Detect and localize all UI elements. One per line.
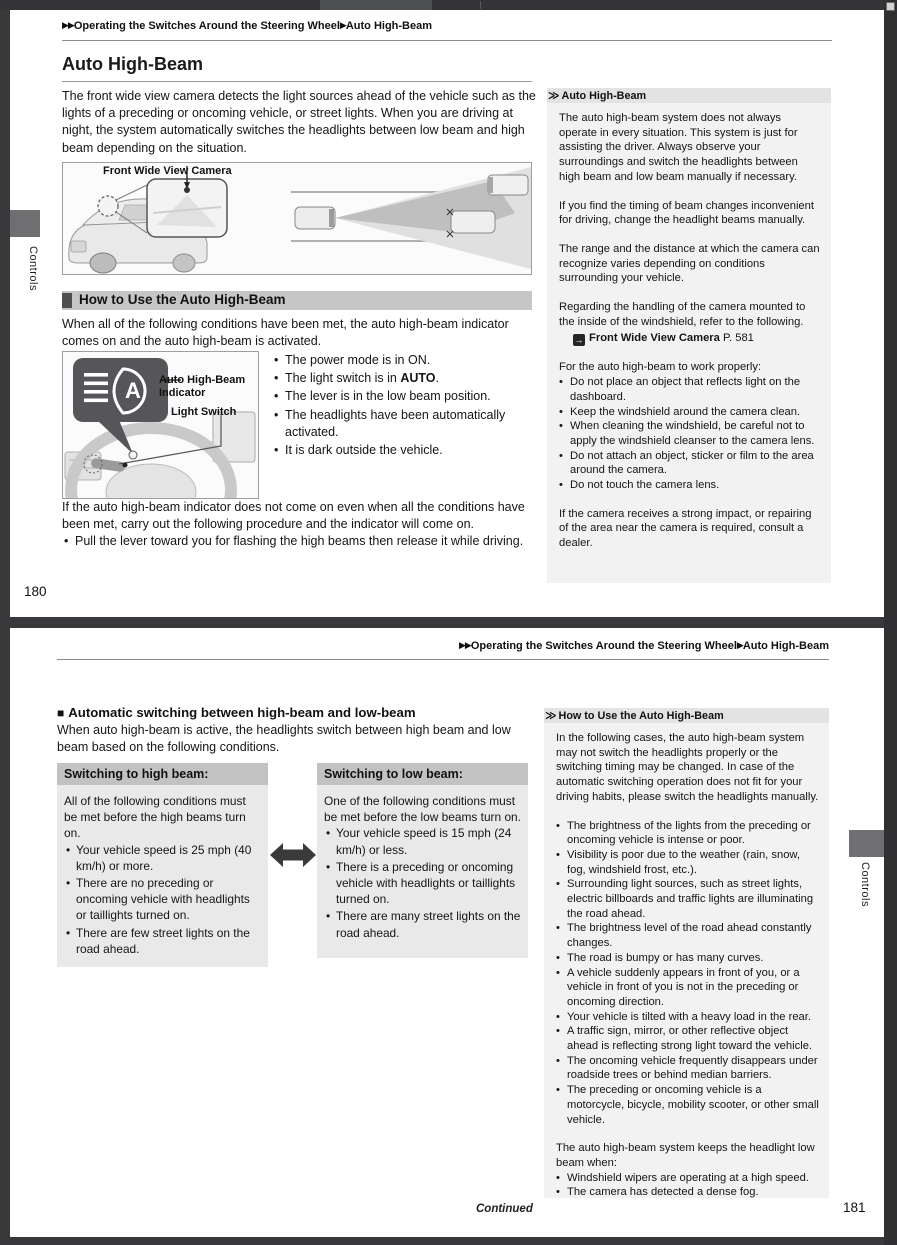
indicator-label: Auto High-Beam Indicator xyxy=(159,374,246,399)
toolbar-segment xyxy=(320,0,432,10)
viewer-toolbar xyxy=(0,0,884,10)
low-beam-box-intro: One of the following conditions must be met before the low beams turn on. xyxy=(324,794,521,825)
sidebar-bullet: • Surrounding light sources, such as street lights, electric billboards and traffic lights are illuminating the road ahead. xyxy=(556,877,820,921)
conditions-list xyxy=(272,352,544,460)
sidebar-bullet: • The road is bumpy or has many curves. xyxy=(556,951,820,966)
sidebar-header xyxy=(544,708,829,723)
sidebar-bullet: • Your vehicle is tilted with a heavy load in the rear. xyxy=(556,1010,820,1025)
sidebar-title: How to Use the Auto High-Beam xyxy=(558,709,724,722)
condition-item: • The headlights have been automatically activated. xyxy=(272,407,544,441)
breadcrumb[interactable] xyxy=(62,20,432,32)
breadcrumb-sep-icon: ▶ xyxy=(339,20,346,30)
sidebar-paragraph: The auto high-beam system does not always operate in every situation. This system is just for assisting the driver. Always observe your surroundings and switch the headlights between high beam and low beam manually if necessary. xyxy=(559,112,798,183)
page-181 xyxy=(10,628,884,1237)
sidebar-bullet: • When cleaning the windshield, be careful not to apply the windshield cleanser to the camera lens. xyxy=(559,419,822,448)
sidebar-paragraph: Regarding the handling of the camera mounted to the inside of the windshield, refer to the following. xyxy=(559,301,806,328)
double-chevron-icon: ≫ xyxy=(545,710,557,722)
sidebar-bullet: • The oncoming vehicle frequently disappears under roadside trees or behind median barriers. xyxy=(556,1054,820,1083)
reference-arrow-icon: → xyxy=(574,335,584,346)
sidebar-bullet: • Keep the windshield around the camera clean. xyxy=(559,405,822,420)
low-beam-box xyxy=(317,763,528,958)
sidebar-bullet: • The brightness level of the road ahead constantly changes. xyxy=(556,921,820,950)
breadcrumb-section[interactable]: Operating the Switches Around the Steering Wheel xyxy=(470,640,737,652)
breadcrumb-sep-icon: ▶ xyxy=(736,640,743,650)
condition-item: • It is dark outside the vehicle. xyxy=(272,442,544,459)
chapter-tab xyxy=(849,830,884,857)
page-title: Auto High-Beam xyxy=(62,54,532,82)
sidebar-bullet-list xyxy=(556,1171,820,1200)
section-title: How to Use the Auto High-Beam xyxy=(79,292,286,307)
breadcrumb-arrows-icon: ▶▶ xyxy=(62,20,74,30)
breadcrumb-topic[interactable]: Auto High-Beam xyxy=(345,20,433,32)
sidebar-paragraph: For the auto high-beam to work properly: xyxy=(559,361,762,374)
chapter-tab-label: Controls xyxy=(27,246,39,291)
condition-item: • The power mode is in ON. xyxy=(272,352,544,369)
low-beam-condition: • There is a preceding or oncoming vehicle with headlights or taillights turned on. xyxy=(324,859,522,908)
sidebar-bullet: • A traffic sign, mirror, or other reflective object ahead is reflecting strong light toward the vehicle. xyxy=(556,1024,820,1053)
header-rule xyxy=(62,40,832,41)
intro-paragraph: The front wide view camera detects the light sources ahead of the vehicle such as the lights of a preceding or oncoming vehicle, or street lights. When you are driving at night, the system automatically switches the headlights between low beam and high beam depending on the situation. xyxy=(62,89,536,155)
high-beam-box-title: Switching to high beam: xyxy=(57,763,268,785)
heading-square-icon: ■ xyxy=(57,706,65,720)
breadcrumb-topic[interactable]: Auto High-Beam xyxy=(742,640,829,652)
condition-item: • The light switch is in AUTO. xyxy=(272,370,544,387)
toolbar-divider xyxy=(480,1,481,9)
sidebar-bullet: • Visibility is poor due to the weather (rain, snow, fog, windshield frost, etc.). xyxy=(556,848,820,877)
high-beam-condition: • Your vehicle speed is 25 mph (40 km/h) or more. xyxy=(64,842,262,874)
sidebar-paragraph: In the following cases, the auto high-beam system may not switch the headlights properly or the switching timing may be changed. In case of the automatic switching operation does not fit for your driving habits, please switch the headlights manually. xyxy=(556,732,819,803)
high-beam-condition: • There are few street lights on the road ahead. xyxy=(64,925,262,957)
breadcrumb[interactable] xyxy=(459,640,829,652)
camera-detection-figure xyxy=(62,162,532,275)
high-beam-box-intro: All of the following conditions must be met before the high beams turn on. xyxy=(64,794,246,841)
page-number: 180 xyxy=(24,584,47,599)
continued-label: Continued xyxy=(476,1203,533,1215)
subsection-intro: When auto high-beam is active, the headlights switch between high beam and low beam based on the following conditions. xyxy=(57,723,511,755)
scroll-up-button[interactable] xyxy=(886,2,895,11)
note-item: • Pull the lever toward you for flashing the high beams then release it while driving. xyxy=(62,533,543,550)
low-beam-condition: • Your vehicle speed is 15 mph (24 km/h) or less. xyxy=(324,825,522,857)
reference-link-page[interactable]: P. 581 xyxy=(722,332,754,345)
sidebar-bullet-list xyxy=(556,819,820,1128)
subsection-heading xyxy=(57,705,416,720)
section-marker-icon xyxy=(62,293,72,308)
camera-figure-label: Front Wide View Camera xyxy=(103,165,232,177)
low-beam-conditions xyxy=(324,825,522,940)
sidebar-bullet: • Do not touch the camera lens. xyxy=(559,478,822,493)
sidebar-title: Auto High-Beam xyxy=(561,89,647,102)
reference-sidebar xyxy=(544,708,829,1198)
indicator-note-list xyxy=(62,533,543,551)
camera-figure-graphic xyxy=(63,163,531,274)
sidebar-paragraph: The auto high-beam system keeps the headlight low beam when: xyxy=(556,1142,815,1169)
page-180 xyxy=(10,10,884,617)
breadcrumb-section[interactable]: Operating the Switches Around the Steering Wheel xyxy=(73,20,340,32)
breadcrumb-arrows-icon: ▶▶ xyxy=(458,640,471,650)
sidebar-bullet-list xyxy=(559,375,822,493)
condition-item: • The lever is in the low beam position. xyxy=(272,388,544,405)
sidebar-bullet: • The preceding or oncoming vehicle is a motorcycle, bicycle, mobility scooter, or other small vehicle. xyxy=(556,1083,820,1127)
light-switch-label: Light Switch xyxy=(171,406,237,418)
sidebar-bullet: • A vehicle suddenly appears in front of you, or a vehicle in front of you is not in the preceding or oncoming direction. xyxy=(556,966,820,1010)
swap-arrow-icon xyxy=(270,840,316,870)
sidebar-bullet: • Windshield wipers are operating at a high speed. xyxy=(556,1171,820,1186)
high-beam-condition: • There are no preceding or oncoming vehicle with headlights or taillights turned on. xyxy=(64,875,262,924)
subsection-title: Automatic switching between high-beam and low-beam xyxy=(68,705,416,720)
scrollbar-track[interactable] xyxy=(884,0,897,1245)
sidebar-paragraph: The range and the distance at which the camera can recognize varies depending on conditions surrounding your vehicle. xyxy=(559,242,820,285)
sidebar-header xyxy=(547,88,831,103)
chapter-tab xyxy=(10,210,40,237)
sidebar-bullet: • The camera has detected a dense fog. xyxy=(556,1185,820,1200)
double-chevron-icon: ≫ xyxy=(548,90,560,102)
section-header xyxy=(62,291,532,310)
header-rule xyxy=(57,659,829,660)
page-number: 181 xyxy=(843,1200,866,1215)
sidebar-bullet: • Do not place an object that reflects light on the dashboard. xyxy=(559,375,822,404)
reference-link[interactable] xyxy=(573,331,822,346)
high-beam-box xyxy=(57,763,268,967)
sidebar-paragraph: If you find the timing of beam changes inconvenient for driving, change the headlight beams manually. xyxy=(559,199,814,227)
reference-sidebar xyxy=(547,88,831,583)
section-intro: When all of the following conditions have been met, the auto high-beam indicator comes on and the auto high-beam is activated. xyxy=(62,317,509,349)
indicator-letter: A xyxy=(125,378,141,403)
sidebar-paragraph: If the camera receives a strong impact, or repairing of the area near the camera is required, consult a dealer. xyxy=(559,507,812,550)
chapter-tab-label: Controls xyxy=(859,862,871,907)
reference-link-label[interactable]: Front Wide View Camera xyxy=(589,332,720,345)
indicator-figure xyxy=(62,351,259,499)
low-beam-box-title: Switching to low beam: xyxy=(317,763,528,785)
high-beam-conditions xyxy=(64,842,262,957)
sidebar-bullet: • Do not attach an object, sticker or film to the area around the camera. xyxy=(559,449,822,478)
sidebar-bullet: • The brightness of the lights from the preceding or oncoming vehicle is intense or poor. xyxy=(556,819,820,848)
indicator-note: If the auto high-beam indicator does not come on even when all the conditions have been met, carry out the following procedure and the indicator will come on. xyxy=(62,500,525,532)
low-beam-condition: • There are many street lights on the road ahead. xyxy=(324,908,522,940)
